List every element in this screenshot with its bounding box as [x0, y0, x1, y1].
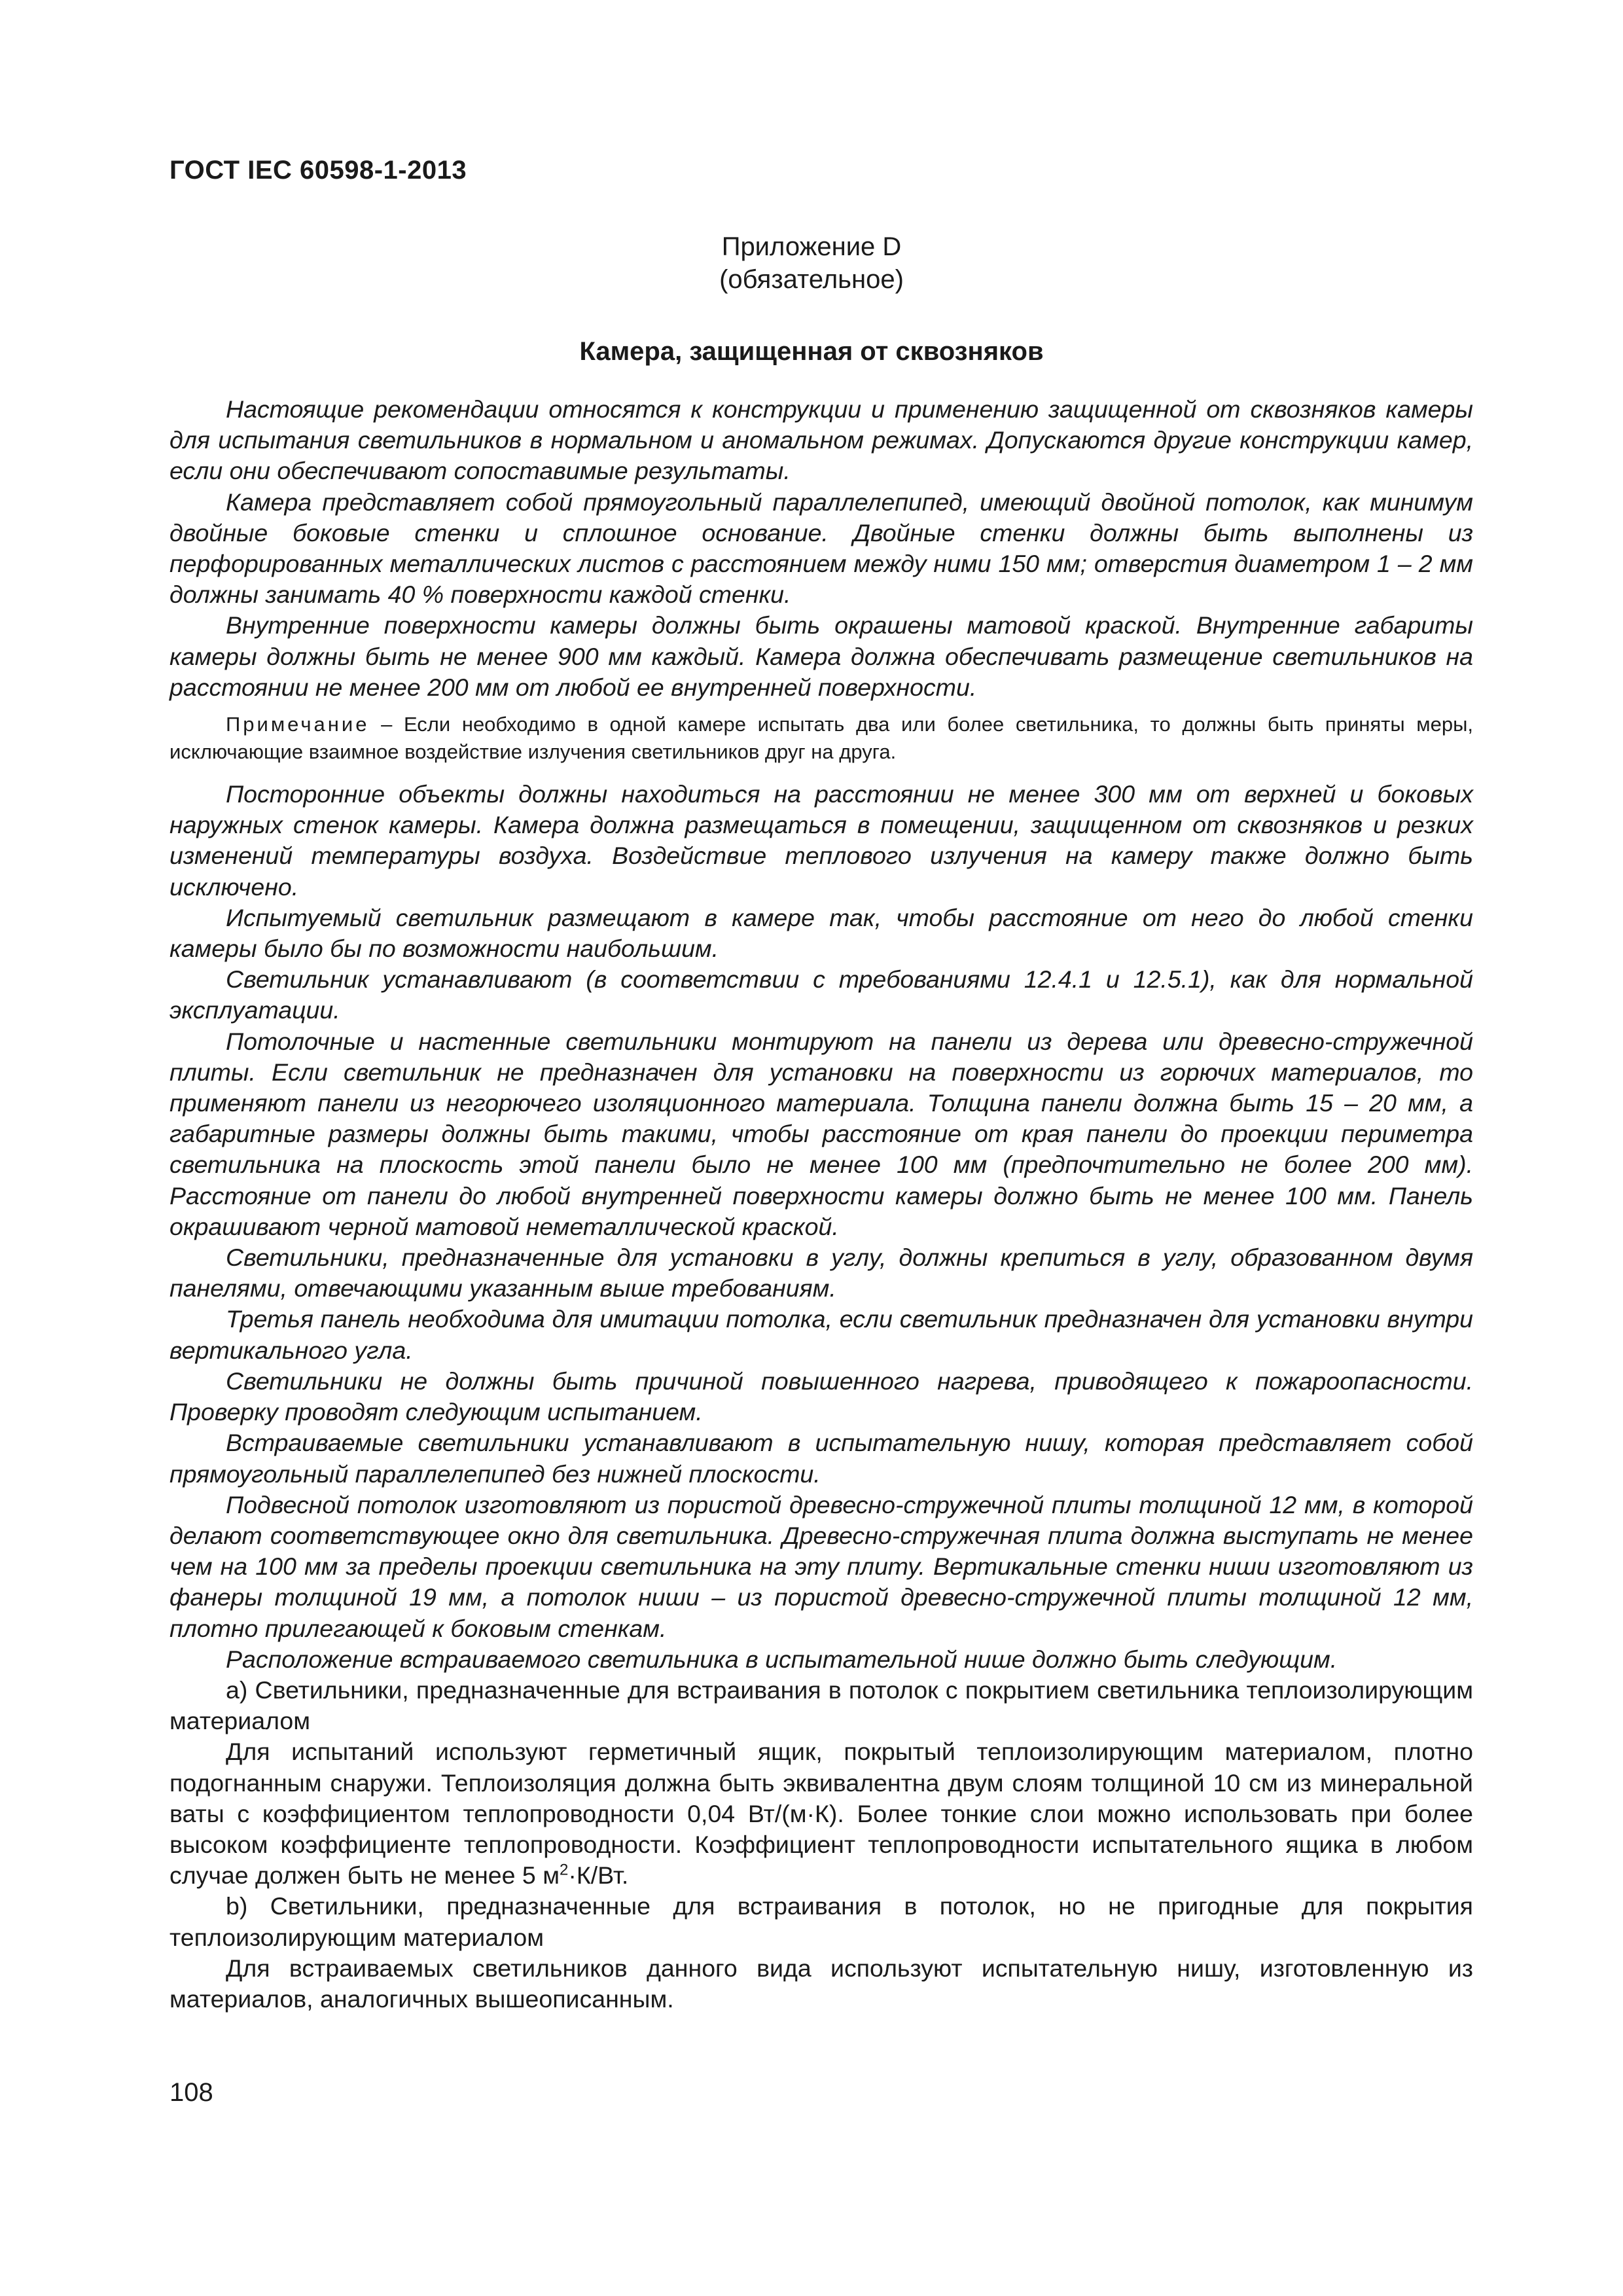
- paragraph-foreign-objects: Посторонние объекты должны находиться на расстоянии не менее 300 мм от верхней и боковых наружных стенок камеры. Камера должна размещаться в помещении, защищенном от сквозняков и резких изменений температуры воздуха. Воздействие теплового излучения на камеру также должно быть исключено.: [169, 780, 1473, 901]
- body-text: [169, 394, 1473, 2015]
- appendix-title: Приложение D: [721, 232, 902, 261]
- paragraph-panels: Потолочные и настенные светильники монтируют на панели из дерева или древесно-стружечной плиты. Если светильник не предназначен для установки на поверхности из горючих материалов, то применяют панели из негорючего изоляционного материала. Толщина панели должна быть 15 – 20 мм, а габаритные размеры должны быть такими, чтобы расстояние от края панели до проекции периметра светильника на плоскость этой панели было не менее 100 мм (предпочтительно не более 200 мм). Расстояние от панели до любой внутренней поверхности камеры должно быть не менее 100 мм. Панель окрашивают черной матовой неметаллической краской.: [169, 1027, 1473, 1240]
- item-a-text: [169, 1736, 1473, 1891]
- appendix-status: (обязательное): [719, 265, 904, 294]
- paragraph-recessed: Встраиваемые светильники устанавливают в испытательную нишу, которая представляет собой прямоугольный параллелепипед без нижней плоскости.: [169, 1429, 1473, 1488]
- paragraph-arrangement: Расположение встраиваемого светильника в испытательной нише должно быть следующим.: [226, 1645, 1338, 1673]
- paragraph-inner-surfaces: Внутренние поверхности камеры должны быть окрашены матовой краской. Внутренние габариты камеры должны быть не менее 900 мм каждый. Камера должна обеспечивать размещение светильников на расстоянии не менее 200 мм от любой ее внутренней поверхности.: [169, 611, 1473, 701]
- paragraph-ceiling: Подвесной потолок изготовляют из пористой древесно-стружечной плиты толщиной 12 мм, в которой делают соответствующее окно для светильника. Древесно-стружечная плита должна выступать не менее чем на 100 мм за пределы проекции светильника на эту плиту. Вертикальные стенки ниши изготовляют из фанеры толщиной 19 мм, а потолок ниши – из пористой древесно-стружечной плиты толщиной 12 мм, плотно прилегающей к боковым стенкам.: [169, 1490, 1473, 1642]
- page-number: 108: [169, 2078, 213, 2107]
- paragraph-mounting: Светильник устанавливают (в соответствии с требованиями 12.4.1 и 12.5.1), как для нормальной эксплуатации.: [169, 965, 1473, 1024]
- paragraph-intro: Настоящие рекомендации относятся к конструкции и применению защищенной от сквозняков камеры для испытания светильников в нормальном и аномальном режимах. Допускаются другие конструкции камер, если они обеспечивают сопоставимые результаты.: [169, 395, 1473, 485]
- paragraph-chamber-design: Камера представляет собой прямоугольный параллелепипед, имеющий двойной потолок, как минимум двойные боковые стенки и сплошное основание. Двойные стенки должны быть выполнены из перфорированных металлических листов с расстоянием между ними 150 мм; отверстия диаметром 1 – 2 мм должны занимать 40 % поверхности каждой стенки.: [169, 488, 1473, 609]
- paragraph-fire-hazard: Светильники не должны быть причиной повышенного нагрева, приводящего к пожароопасности. Проверку проводят следующим испытанием.: [169, 1367, 1473, 1426]
- note: [169, 711, 1473, 766]
- item-a-superscript: 2: [560, 1861, 569, 1879]
- paragraph-placement: Испытуемый светильник размещают в камере так, чтобы расстояние от него до любой стенки камеры было бы по возможности наибольшим.: [169, 903, 1473, 963]
- note-text: – Если необходимо в одной камере испытать два или более светильника, то должны быть приняты меры, исключающие взаимное воздействие излучения светильников друг на друга.: [169, 713, 1473, 764]
- standard-designation: ГОСТ IEC 60598-1-2013: [169, 156, 467, 185]
- paragraph-third-panel: Третья панель необходима для имитации потолка, если светильник предназначен для установки внутри вертикального угла.: [169, 1305, 1473, 1364]
- item-a-heading: а) Светильники, предназначенные для встраивания в потолок с покрытием светильника теплоизолирующим материалом: [169, 1676, 1473, 1735]
- item-b-text: Для встраиваемых светильников данного вида используют испытательную нишу, изготовленную из материалов, аналогичных вышеописанным.: [169, 1954, 1473, 2013]
- note-label: Примечание: [226, 713, 370, 736]
- item-b-heading: b) Светильники, предназначенные для встраивания в потолок, но не пригодные для покрытия теплоизолирующим материалом: [169, 1892, 1473, 1951]
- section-title: Камера, защищенная от сквозняков: [579, 337, 1044, 366]
- item-a-text-unit: ·К/Вт.: [568, 1861, 629, 1890]
- paragraph-corner: Светильники, предназначенные для установки в углу, должны крепиться в углу, образованном двумя панелями, отвечающими указанным выше требованиям.: [169, 1244, 1473, 1302]
- item-a-text-main: Для испытаний используют герметичный ящик, покрытый теплоизолирующим материалом, плотно подогнанным снаружи. Теплоизоляция должна быть эквивалентна двум слоям толщиной 10 см из минеральной ваты с коэффициентом теплопроводности 0,04 Вт/(м·К). Более тонкие слои можно использовать при более высоком коэффициенте теплопроводности. Коэффициент теплопроводности испытательного ящика в любом случае должен быть не менее 5 м: [169, 1738, 1473, 1890]
